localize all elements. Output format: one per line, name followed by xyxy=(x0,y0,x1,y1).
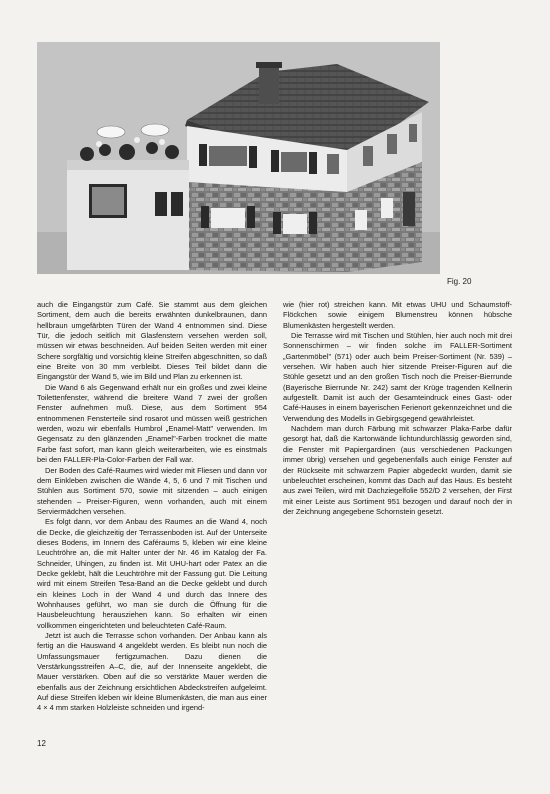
figure-caption: Fig. 20 xyxy=(447,277,472,286)
paragraph: Die Wand 6 als Gegenwand erhält nur ein großes und zwei kleine Toilettenfenster, während die breitere Wand 7 zwei der großen Fenster aufnehmen muß. Diese, aus dem Sortiment 954 entnommenen Fensterteile sind rosarot und müssen weiß gestrichen werden, wozu wir ebenfalls Humbrol „Enamel-Matt" verwenden. Im Gegensatz zu den glänzenden „Enamel"-Farben trocknet die matte Farbe fast sofort, man kann gleich weiterarbeiten, wie es einstmals bei den FALLER-Pla-Color-Farben der Fall war. xyxy=(37,382,267,465)
paragraph: Der Boden des Café-Raumes wird wieder mit Fliesen und dann vor dem Einkleben zwischen die Wände 4, 5, 6 und 7 mit Tischen und Stühlen aus Sortiment 570, sowie mit sitzenden – auch einigen stehenden – Preiser-Figuren, wenn vorhanden, auch mit einem Serviermädchen versehen. xyxy=(37,465,267,516)
paragraph: auch die Eingangstür zum Café. Sie stammt aus dem gleichen Sortiment, dem auch die bereits erwähnten dunkelbraunen, dann hellbraun umgefärbten Türen der Wand 4 entnommen sind. Diese Tür, die jedoch seitlich mit Glasfenstern versehen werden soll, müssen wir etwas beschneiden. Auf beiden Seiten werden mit einer Schere sorgfältig und vorsichtig kleine Streifen abgeschnitten, so daß eine Breite von 30 mm verbleibt. Dieses Teil bildet dann die Eingangstür der Wand 5, wie im Bild und Plan zu erkennen ist. xyxy=(37,300,267,382)
paragraph: Jetzt ist auch die Terrasse schon vorhanden. Der Anbau kann als fertig an die Hauswand 4 angeklebt werden. Es bleibt nun noch die Umfassungsmauer fertigzumachen. Dazu dienen die Verstärkungsstreifen A–C, die, auf der Innenseite angeklebt, die Mauer verstärken. Oben auf die so verstärkte Mauer werden die ebenfalls aus der Zeichnung ersichtlichen Abdeckstreifen aufgeleimt. Auf diese Streifen kleben wir kleine Blumenkästen, die man aus einer 4 × 4 mm starken Holzleiste schneiden und irgend- xyxy=(37,631,267,713)
paragraph: wie (hier rot) streichen kann. Mit etwas UHU und Schaumstoff-Flöckchen sowie einigem Blumenstreu können hübsche Blumenkästen hergestellt werden. xyxy=(283,300,512,330)
paragraph: Nachdem man durch Färbung mit schwarzer Plaka-Farbe dafür gesorgt hat, daß die Kartonwände lichtundurchlässig geworden sind, die Fenster mit Papiergardinen (aus verschiedenen Packungen immer übrig) versehen und gegebenenfalls auch einige Fenster auf der Rückseite mit schwarzem Papier abgedeckt wurden, damit sie unbeleuchtet erscheinen, kommt das Dach auf das Haus. Es besteht aus zwei Teilen, wird mit Dachziegelfolie 552/D 2 versehen, der First mit einer Leiste aus Sortiment 951 bezogen und darauf noch der in der Zeichnung angegebene Schornstein gesetzt. xyxy=(283,424,512,516)
page-number: 12 xyxy=(37,739,46,748)
left-text-column xyxy=(37,300,267,714)
paragraph: Es folgt dann, vor dem Anbau des Raumes an die Wand 4, noch die Decke, die gleichzeitig der Terrassenboden ist. Auf der Unterseite dieses Bodens, im Innern des Caféraums 5, kleben wir eine kleine Leuchtröhre an, die mit Halter unter der Nr. 46 im Katalog der Fa. Schneider, Uhingen, zu finden ist. Mit UHU-hart oder Patex an die Decke geklebt, hält die Leuchtröhre mit der Fassung gut. Die Leitung wird mit einem Streifen Tesa-Band an die Decke geklebt und durch ein kleines Loch in der Wand 4 und durch das Innere des Wohnhauses geführt, wo man sie durch die Öffnung für die Hausbeleuchtung herausziehen kann. So erhalten wir einen vollkommen eingerichteten und beleuchteten Café-Raum. xyxy=(37,517,267,630)
right-text-column xyxy=(283,300,512,517)
model-house-photo xyxy=(37,42,440,274)
paragraph: Die Terrasse wird mit Tischen und Stühlen, hier auch noch mit drei Sonnenschirmen – wir finden solche im FALLER-Sortiment „Gartenmöbel" (571) oder auch beim Preiser-Sortiment (Nr. 539) – versehen. Wir haben auch hier sitzende Preiser-Figuren auf die Stühle gesetzt und an den großen Tisch noch die Preiser-Bierrunde (Bayerische Bierrunde Nr. 242) samt der Krüge tragenden Kellnerin aufgestellt. Damit ist auch der Gesamteindruck eines Gast- oder Café-Hauses in einem bayerischen Ferienort gekennzeichnet und die Verwendung des Modells in Gebirgsgegend gewährleistet. xyxy=(283,331,512,423)
photo-illustration xyxy=(37,42,440,274)
